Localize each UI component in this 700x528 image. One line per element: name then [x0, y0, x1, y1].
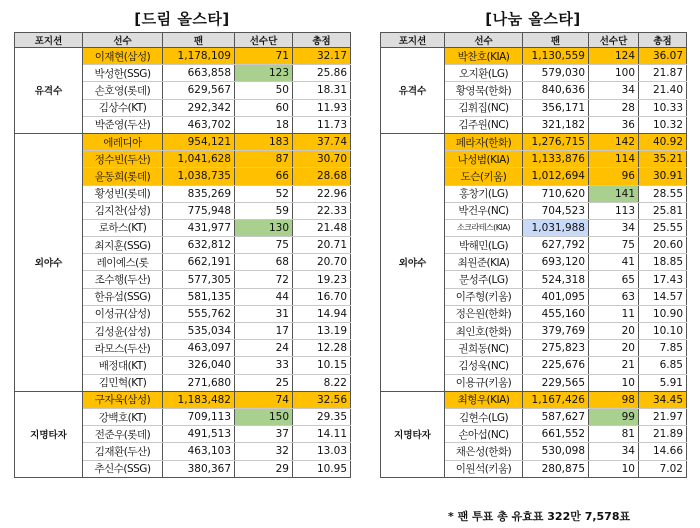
player-vote-cell: 34 [589, 82, 639, 99]
player-name-cell: 김상수(KT) [83, 99, 163, 116]
fan-vote-cell: 662,191 [163, 254, 235, 271]
fan-vote-cell: 463,702 [163, 116, 235, 133]
player-vote-cell: 68 [235, 254, 293, 271]
total-score-cell: 21.40 [639, 82, 687, 99]
total-score-cell: 16.70 [293, 288, 351, 305]
table-row [381, 133, 687, 150]
player-vote-cell: 34 [589, 443, 639, 460]
fan-vote-cell: 530,098 [523, 443, 589, 460]
total-score-cell: 30.91 [639, 168, 687, 185]
player-vote-cell: 17 [235, 323, 293, 340]
fan-vote-cell: 321,182 [523, 116, 589, 133]
position-cell: 유격수 [381, 48, 445, 134]
fan-vote-cell: 632,812 [163, 237, 235, 254]
fan-vote-cell: 577,305 [163, 271, 235, 288]
fan-vote-cell: 326,040 [163, 357, 235, 374]
player-name-cell: 소크라테스(KIA) [445, 219, 523, 236]
total-score-cell: 35.21 [639, 151, 687, 168]
player-name-cell: 김현수(LG) [445, 408, 523, 425]
player-name-cell: 최지훈(SSG) [83, 237, 163, 254]
table-header-row [15, 33, 351, 48]
total-score-cell: 13.19 [293, 323, 351, 340]
player-name-cell: 김민혁(KT) [83, 374, 163, 391]
player-vote-cell: 41 [589, 254, 639, 271]
fan-vote-cell: 629,567 [163, 82, 235, 99]
player-name-cell: 에레디아 [83, 133, 163, 150]
total-score-cell: 14.57 [639, 288, 687, 305]
total-score-cell: 14.94 [293, 305, 351, 322]
total-score-cell: 40.92 [639, 133, 687, 150]
total-score-cell: 8.22 [293, 374, 351, 391]
fan-vote-cell: 1,130,559 [523, 48, 589, 65]
player-name-cell: 구자욱(삼성) [83, 391, 163, 408]
player-vote-cell: 114 [589, 151, 639, 168]
player-name-cell: 배정대(KT) [83, 357, 163, 374]
player-name-cell: 전준우(롯데) [83, 426, 163, 443]
player-vote-cell: 25 [235, 374, 293, 391]
player-vote-cell: 123 [235, 65, 293, 82]
total-score-cell: 7.02 [639, 460, 687, 477]
player-vote-cell: 74 [235, 391, 293, 408]
total-score-cell: 25.81 [639, 202, 687, 219]
player-vote-cell: 60 [235, 99, 293, 116]
total-score-cell: 11.73 [293, 116, 351, 133]
player-name-cell: 황성빈(롯데) [83, 185, 163, 202]
fan-vote-cell: 1,012,694 [523, 168, 589, 185]
player-name-cell: 박해민(LG) [445, 237, 523, 254]
player-vote-header: 선수단 [235, 33, 293, 48]
nanum-allstar-panel [380, 6, 686, 478]
player-name-cell: 정은원(한화) [445, 305, 523, 322]
position-cell: 외야수 [15, 133, 83, 391]
total-score-cell: 14.66 [639, 443, 687, 460]
player-vote-cell: 50 [235, 82, 293, 99]
total-score-cell: 20.70 [293, 254, 351, 271]
fan-vote-header: 팬 [523, 33, 589, 48]
fan-vote-cell: 455,160 [523, 305, 589, 322]
player-vote-cell: 33 [235, 357, 293, 374]
total-score-cell: 11.93 [293, 99, 351, 116]
table-header-row [381, 33, 687, 48]
player-name-cell: 김성욱(NC) [445, 357, 523, 374]
player-name-cell: 추신수(SSG) [83, 460, 163, 477]
total-score-cell: 25.55 [639, 219, 687, 236]
total-score-cell: 18.31 [293, 82, 351, 99]
nanum-allstar-title: [나눔 올스타] [485, 10, 581, 28]
fan-vote-cell: 463,103 [163, 443, 235, 460]
player-name-cell: 손아섭(NC) [445, 426, 523, 443]
fan-vote-cell: 524,318 [523, 271, 589, 288]
player-vote-cell: 28 [589, 99, 639, 116]
player-vote-cell: 72 [235, 271, 293, 288]
player-name-cell: 강백호(KT) [83, 408, 163, 425]
total-score-cell: 21.89 [639, 426, 687, 443]
total-score-cell: 10.32 [639, 116, 687, 133]
player-vote-cell: 20 [589, 323, 639, 340]
total-score-cell: 32.17 [293, 48, 351, 65]
player-name-cell: 채은성(한화) [445, 443, 523, 460]
player-name-cell: 정수빈(두산) [83, 151, 163, 168]
fan-vote-cell: 581,135 [163, 288, 235, 305]
total-score-cell: 21.87 [639, 65, 687, 82]
player-vote-cell: 31 [235, 305, 293, 322]
fan-vote-cell: 1,276,715 [523, 133, 589, 150]
player-vote-cell: 81 [589, 426, 639, 443]
fan-vote-cell: 491,513 [163, 426, 235, 443]
fan-vote-cell: 1,167,426 [523, 391, 589, 408]
total-score-cell: 28.68 [293, 168, 351, 185]
player-vote-cell: 183 [235, 133, 293, 150]
player-vote-cell: 75 [235, 237, 293, 254]
player-vote-cell: 11 [589, 305, 639, 322]
player-vote-cell: 24 [235, 340, 293, 357]
player-vote-cell: 20 [589, 340, 639, 357]
fan-vote-cell: 280,875 [523, 460, 589, 477]
total-score-cell: 10.15 [293, 357, 351, 374]
player-vote-header: 선수단 [589, 33, 639, 48]
player-vote-cell: 66 [235, 168, 293, 185]
player-vote-cell: 10 [589, 460, 639, 477]
player-vote-cell: 29 [235, 460, 293, 477]
player-name-cell: 오지환(LG) [445, 65, 523, 82]
fan-vote-cell: 1,038,735 [163, 168, 235, 185]
player-vote-cell: 96 [589, 168, 639, 185]
vote-total-footnote: * 팬 투표 총 유효표 322만 7,578표 [448, 510, 631, 523]
total-score-cell: 19.23 [293, 271, 351, 288]
total-score-cell: 6.85 [639, 357, 687, 374]
fan-vote-cell: 225,676 [523, 357, 589, 374]
player-name-cell: 박준영(두산) [83, 116, 163, 133]
player-name-cell: 김재환(두산) [83, 443, 163, 460]
total-score-cell: 28.55 [639, 185, 687, 202]
player-name-cell: 로하스(KT) [83, 219, 163, 236]
total-score-cell: 7.85 [639, 340, 687, 357]
fan-vote-cell: 835,269 [163, 185, 235, 202]
fan-vote-cell: 379,769 [523, 323, 589, 340]
nanum-allstar-table [380, 32, 687, 478]
player-vote-cell: 36 [589, 116, 639, 133]
position-cell: 유격수 [15, 48, 83, 134]
player-name-cell: 박찬호(KIA) [445, 48, 523, 65]
player-name-cell: 최인호(한화) [445, 323, 523, 340]
player-name-cell: 홍창기(LG) [445, 185, 523, 202]
player-name-cell: 김지찬(삼성) [83, 202, 163, 219]
fan-vote-cell: 709,113 [163, 408, 235, 425]
total-score-cell: 21.48 [293, 219, 351, 236]
player-vote-cell: 150 [235, 408, 293, 425]
total-score-cell: 30.70 [293, 151, 351, 168]
fan-vote-cell: 555,762 [163, 305, 235, 322]
fan-vote-cell: 463,097 [163, 340, 235, 357]
player-vote-cell: 10 [589, 374, 639, 391]
player-vote-cell: 71 [235, 48, 293, 65]
total-score-cell: 37.74 [293, 133, 351, 150]
fan-vote-cell: 710,620 [523, 185, 589, 202]
player-vote-cell: 18 [235, 116, 293, 133]
player-vote-cell: 113 [589, 202, 639, 219]
fan-vote-cell: 401,095 [523, 288, 589, 305]
player-name-cell: 레이예스(롯 [83, 254, 163, 271]
table-row [15, 133, 351, 150]
fan-vote-cell: 775,948 [163, 202, 235, 219]
fan-vote-cell: 954,121 [163, 133, 235, 150]
fan-vote-cell: 431,977 [163, 219, 235, 236]
fan-vote-cell: 1,178,109 [163, 48, 235, 65]
player-header: 선수 [445, 33, 523, 48]
player-name-cell: 박성한(SSG) [83, 65, 163, 82]
dream-allstar-title: [드림 올스타] [134, 10, 230, 28]
fan-vote-cell: 1,041,628 [163, 151, 235, 168]
fan-vote-cell: 229,565 [523, 374, 589, 391]
fan-vote-cell: 380,367 [163, 460, 235, 477]
player-vote-cell: 37 [235, 426, 293, 443]
table-row [15, 391, 351, 408]
total-score-cell: 20.71 [293, 237, 351, 254]
total-score-cell: 13.03 [293, 443, 351, 460]
player-vote-cell: 142 [589, 133, 639, 150]
fan-vote-cell: 1,031,988 [523, 219, 589, 236]
total-score-cell: 10.95 [293, 460, 351, 477]
fan-vote-cell: 1,183,482 [163, 391, 235, 408]
total-score-header: 총점 [639, 33, 687, 48]
player-vote-cell: 75 [589, 237, 639, 254]
position-header: 포지션 [15, 33, 83, 48]
total-score-cell: 12.28 [293, 340, 351, 357]
player-vote-cell: 100 [589, 65, 639, 82]
player-name-cell: 문성주(LG) [445, 271, 523, 288]
player-vote-cell: 141 [589, 185, 639, 202]
total-score-cell: 10.10 [639, 323, 687, 340]
player-vote-cell: 63 [589, 288, 639, 305]
position-header: 포지션 [381, 33, 445, 48]
position-cell: 외야수 [381, 133, 445, 391]
fan-vote-cell: 693,120 [523, 254, 589, 271]
player-vote-cell: 44 [235, 288, 293, 305]
player-name-cell: 이재현(삼성) [83, 48, 163, 65]
player-name-cell: 김휘집(NC) [445, 99, 523, 116]
fan-vote-cell: 275,823 [523, 340, 589, 357]
total-score-cell: 22.33 [293, 202, 351, 219]
total-score-cell: 22.96 [293, 185, 351, 202]
player-name-cell: 권희동(NC) [445, 340, 523, 357]
player-header: 선수 [83, 33, 163, 48]
player-name-cell: 조수행(두산) [83, 271, 163, 288]
player-vote-cell: 130 [235, 219, 293, 236]
total-score-cell: 10.90 [639, 305, 687, 322]
total-score-cell: 25.86 [293, 65, 351, 82]
fan-vote-cell: 292,342 [163, 99, 235, 116]
total-score-cell: 34.45 [639, 391, 687, 408]
player-vote-cell: 52 [235, 185, 293, 202]
total-score-cell: 21.97 [639, 408, 687, 425]
player-name-cell: 이성규(삼성) [83, 305, 163, 322]
fan-vote-cell: 1,133,876 [523, 151, 589, 168]
dream-allstar-table [14, 32, 351, 478]
dream-allstar-panel [14, 6, 350, 478]
player-vote-cell: 87 [235, 151, 293, 168]
table-row [381, 391, 687, 408]
player-name-cell: 황영묵(한화) [445, 82, 523, 99]
total-score-cell: 29.35 [293, 408, 351, 425]
total-score-cell: 32.56 [293, 391, 351, 408]
total-score-cell: 14.11 [293, 426, 351, 443]
fan-vote-cell: 661,552 [523, 426, 589, 443]
total-score-header: 총점 [293, 33, 351, 48]
fan-vote-header: 팬 [163, 33, 235, 48]
fan-vote-cell: 704,523 [523, 202, 589, 219]
total-score-cell: 5.91 [639, 374, 687, 391]
player-vote-cell: 34 [589, 219, 639, 236]
player-name-cell: 라모스(두산) [83, 340, 163, 357]
player-name-cell: 이용규(키움) [445, 374, 523, 391]
player-name-cell: 김성윤(삼성) [83, 323, 163, 340]
fan-vote-cell: 535,034 [163, 323, 235, 340]
fan-vote-cell: 356,171 [523, 99, 589, 116]
player-name-cell: 박건우(NC) [445, 202, 523, 219]
player-name-cell: 윤동희(롯데) [83, 168, 163, 185]
total-score-cell: 18.85 [639, 254, 687, 271]
player-name-cell: 최형우(KIA) [445, 391, 523, 408]
fan-vote-cell: 663,858 [163, 65, 235, 82]
player-vote-cell: 99 [589, 408, 639, 425]
player-name-cell: 한유섬(SSG) [83, 288, 163, 305]
player-vote-cell: 21 [589, 357, 639, 374]
player-name-cell: 김주원(NC) [445, 116, 523, 133]
fan-vote-cell: 627,792 [523, 237, 589, 254]
player-name-cell: 나성범(KIA) [445, 151, 523, 168]
player-name-cell: 이원석(키움) [445, 460, 523, 477]
player-vote-cell: 59 [235, 202, 293, 219]
total-score-cell: 10.33 [639, 99, 687, 116]
player-vote-cell: 124 [589, 48, 639, 65]
player-name-cell: 이주형(키움) [445, 288, 523, 305]
total-score-cell: 17.43 [639, 271, 687, 288]
fan-vote-cell: 579,030 [523, 65, 589, 82]
player-vote-cell: 65 [589, 271, 639, 288]
player-name-cell: 최원준(KIA) [445, 254, 523, 271]
total-score-cell: 20.60 [639, 237, 687, 254]
table-row [381, 48, 687, 65]
fan-vote-cell: 840,636 [523, 82, 589, 99]
position-cell: 지명타자 [15, 391, 83, 477]
player-name-cell: 페라자(한화) [445, 133, 523, 150]
table-row [15, 48, 351, 65]
player-vote-cell: 32 [235, 443, 293, 460]
position-cell: 지명타자 [381, 391, 445, 477]
player-vote-cell: 98 [589, 391, 639, 408]
player-name-cell: 도슨(키움) [445, 168, 523, 185]
fan-vote-cell: 271,680 [163, 374, 235, 391]
total-score-cell: 36.07 [639, 48, 687, 65]
fan-vote-cell: 587,627 [523, 408, 589, 425]
player-name-cell: 손호영(롯데) [83, 82, 163, 99]
